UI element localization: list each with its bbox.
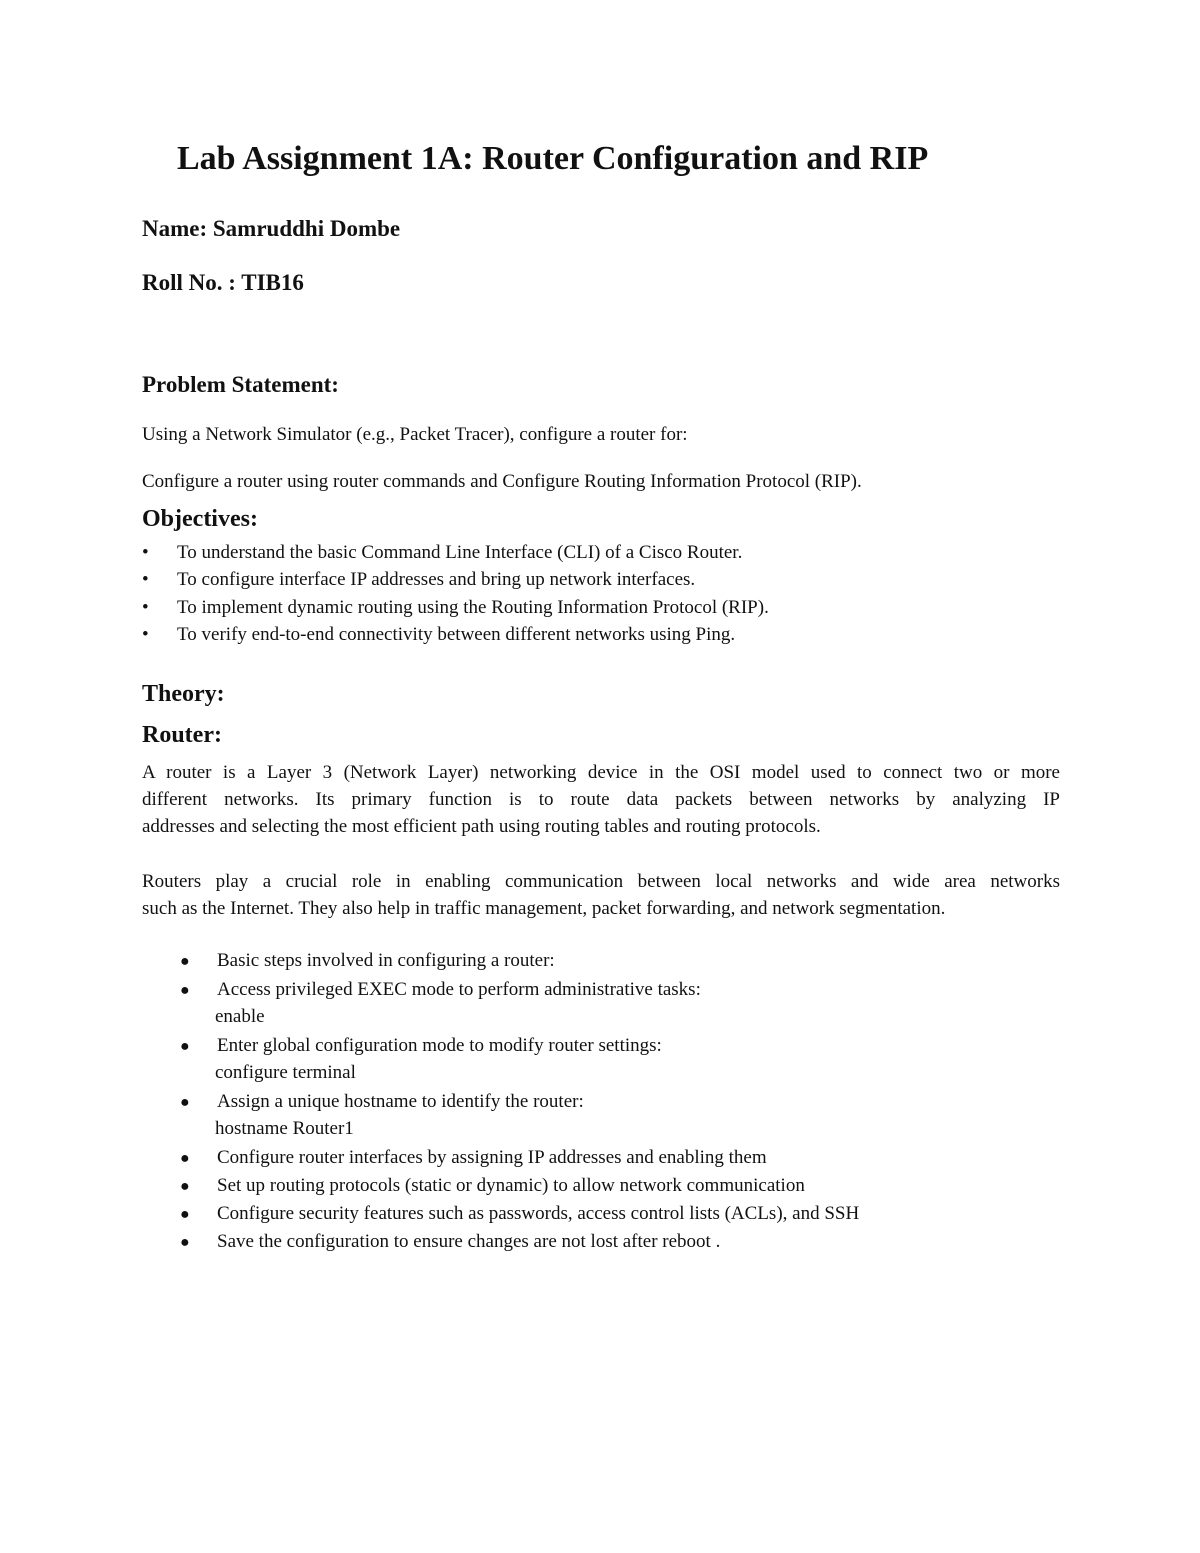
step-item — [180, 1091, 584, 1113]
step-text: Configure router interfaces by assigning IP addresses and enabling them — [217, 1147, 767, 1168]
step-text: Enter global configuration mode to modify router settings: — [217, 1035, 662, 1056]
step-item — [180, 1035, 662, 1057]
bullet-icon: ● — [180, 1150, 190, 1167]
step-text: Configure security features such as passwords, access control lists (ACLs), and SSH — [217, 1203, 860, 1224]
bullet-icon: • — [142, 542, 149, 563]
objective-text: To verify end-to-end connectivity between different networks using Ping. — [177, 624, 736, 645]
bullet-icon: ● — [180, 1234, 190, 1251]
step-text: Assign a unique hostname to identify the router: — [217, 1091, 584, 1112]
theory-heading: Theory: — [142, 681, 225, 707]
paragraph-line: different networks. Its primary function is to route data packets between networks by analyzing IP — [142, 789, 1060, 810]
objective-item — [142, 597, 769, 619]
bullet-icon: ● — [180, 1094, 190, 1111]
step-text: Set up routing protocols (static or dynamic) to allow network communication — [217, 1175, 805, 1196]
problem-statement-line-1: Using a Network Simulator (e.g., Packet Tracer), configure a router for: — [142, 424, 688, 445]
step-item — [180, 1203, 859, 1225]
router-paragraph-2 — [142, 868, 1060, 922]
command-configure-terminal: configure terminal — [215, 1062, 356, 1083]
step-item — [180, 1231, 720, 1253]
step-item — [180, 1147, 767, 1169]
bullet-icon: • — [142, 624, 149, 645]
paragraph-line: A router is a Layer 3 (Network Layer) networking device in the OSI model used to connect two or more — [142, 762, 1060, 783]
bullet-icon: ● — [180, 1178, 190, 1195]
bullet-icon: ● — [180, 953, 190, 970]
router-paragraph-1 — [142, 759, 1060, 840]
bullet-icon: ● — [180, 1038, 190, 1055]
problem-statement-line-2: Configure a router using router commands and Configure Routing Information Protocol (RIP). — [142, 471, 862, 492]
objective-item — [142, 542, 742, 564]
step-text: Basic steps involved in configuring a router: — [217, 950, 555, 971]
problem-statement-heading: Problem Statement: — [142, 372, 339, 397]
paragraph-line: such as the Internet. They also help in traffic management, packet forwarding, and network segmentation. — [142, 898, 946, 919]
paragraph-line: Routers play a crucial role in enabling communication between local networks and wide area networks — [142, 871, 1060, 892]
command-hostname: hostname Router1 — [215, 1118, 354, 1139]
objective-text: To implement dynamic routing using the Routing Information Protocol (RIP). — [177, 597, 769, 618]
command-enable: enable — [215, 1006, 265, 1027]
bullet-icon: • — [142, 569, 149, 590]
step-item — [180, 1175, 805, 1197]
paragraph-line: addresses and selecting the most efficient path using routing tables and routing protocols. — [142, 816, 821, 837]
bullet-icon: ● — [180, 982, 190, 999]
objective-item — [142, 624, 735, 646]
step-text: Save the configuration to ensure changes are not lost after reboot . — [217, 1231, 721, 1252]
step-item — [180, 979, 701, 1001]
objective-text: To understand the basic Command Line Interface (CLI) of a Cisco Router. — [177, 542, 743, 563]
bullet-icon: • — [142, 597, 149, 618]
roll-number: Roll No. : TIB16 — [142, 270, 304, 295]
objectives-heading: Objectives: — [142, 506, 258, 532]
objective-text: To configure interface IP addresses and bring up network interfaces. — [177, 569, 696, 590]
bullet-icon: ● — [180, 1206, 190, 1223]
objective-item — [142, 569, 695, 591]
router-heading: Router: — [142, 722, 222, 748]
step-text: Access privileged EXEC mode to perform administrative tasks: — [217, 979, 701, 1000]
step-item — [180, 950, 555, 972]
student-name: Name: Samruddhi Dombe — [142, 216, 401, 241]
document-title: Lab Assignment 1A: Router Configuration and RIP — [177, 140, 929, 177]
